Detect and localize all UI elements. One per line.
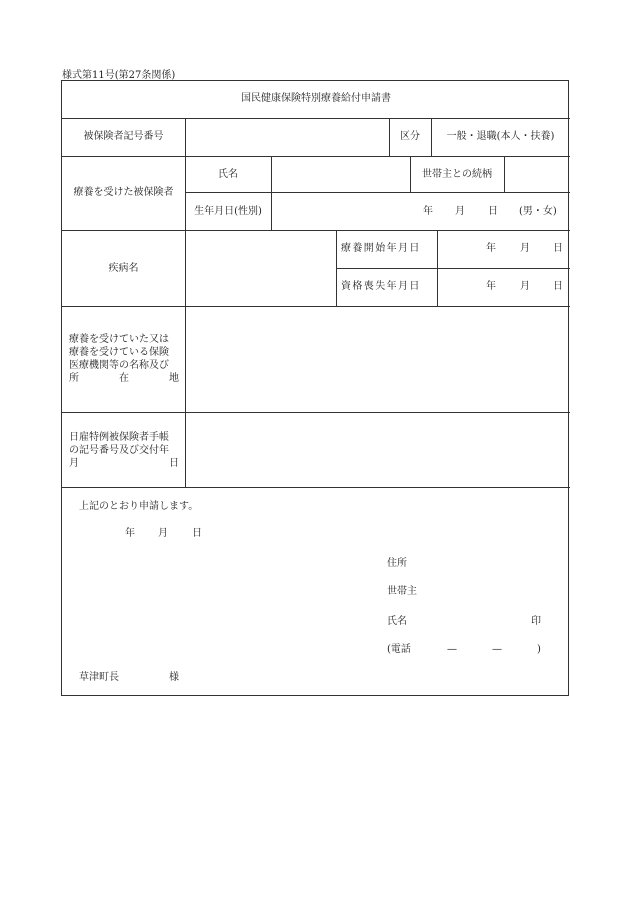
birth-month: 月 — [455, 206, 465, 217]
institution-line — [69, 372, 179, 385]
divider — [336, 268, 570, 269]
divider — [62, 487, 570, 488]
divider — [62, 230, 570, 231]
addressee: 草津町長 — [79, 672, 119, 683]
notebook-line: の記号番号及び交付年 — [69, 445, 169, 456]
loss-year: 年 — [486, 281, 496, 292]
address-label: 住所 — [387, 558, 407, 569]
notebook-char: 日 — [169, 458, 179, 469]
divider — [504, 156, 505, 192]
notebook-char: 月 — [69, 458, 79, 469]
application-form — [61, 80, 569, 696]
loss-month: 月 — [520, 281, 530, 292]
category-options: 一般・退職(本人・扶養) — [446, 131, 555, 142]
notebook-line: 日雇特例被保険者手帳 — [69, 432, 169, 443]
notebook-label — [69, 431, 179, 470]
notebook-line — [69, 457, 179, 470]
divider — [62, 156, 570, 157]
divider — [62, 412, 570, 413]
institution-char: 在 — [119, 373, 129, 384]
disease-label: 疾病名 — [108, 263, 139, 274]
institution-char: 地 — [169, 373, 179, 384]
phone-dash: — — [492, 644, 502, 655]
birth-year: 年 — [423, 206, 433, 217]
divider — [336, 230, 337, 306]
phone-close: ) — [537, 644, 541, 655]
institution-line: 医療機関等の名称及び — [69, 360, 169, 371]
start-day: 日 — [553, 243, 563, 254]
divider — [62, 118, 570, 119]
insured-number-label: 被保険者記号番号 — [83, 131, 164, 142]
birth-day: 日 — [488, 206, 498, 217]
category-label: 区分 — [400, 131, 420, 142]
form-title: 国民健康保険特別療養給付申請書 — [241, 93, 391, 104]
declaration-day: 日 — [192, 528, 202, 539]
institution-line: 療養を受けている保険 — [69, 347, 169, 358]
birth-label: 生年月日(性別) — [194, 206, 262, 217]
phone-dash: — — [447, 644, 457, 655]
institution-line: 療養を受けていた又は — [69, 334, 169, 345]
name-label: 氏名 — [218, 169, 238, 180]
divider — [437, 230, 438, 306]
seal-mark: 印 — [531, 616, 541, 627]
applicant-name-label: 氏名 — [387, 616, 407, 627]
gender: (男・女) — [519, 206, 557, 217]
declaration-year: 年 — [125, 528, 135, 539]
divider — [271, 156, 272, 230]
householder-label: 世帯主 — [387, 586, 417, 597]
recipient-label: 療養を受けた被保険者 — [73, 187, 174, 198]
relation-label: 世帯主との続柄 — [422, 169, 492, 180]
treatment-start-label: 療養開始年月日 — [341, 243, 421, 254]
phone-open: (電話 — [387, 644, 411, 655]
institution-label — [69, 333, 179, 385]
loss-day: 日 — [553, 281, 563, 292]
declaration-month: 月 — [158, 528, 168, 539]
declaration-statement: 上記のとおり申請します。 — [79, 501, 199, 512]
addressee-honorific: 様 — [169, 672, 179, 683]
form-id: 様式第11号(第27条関係) — [62, 70, 176, 81]
start-year: 年 — [486, 243, 496, 254]
qualification-loss-label: 資格喪失年月日 — [341, 281, 421, 292]
divider — [62, 306, 570, 307]
divider — [185, 192, 570, 193]
start-month: 月 — [520, 243, 530, 254]
institution-char: 所 — [69, 373, 79, 384]
